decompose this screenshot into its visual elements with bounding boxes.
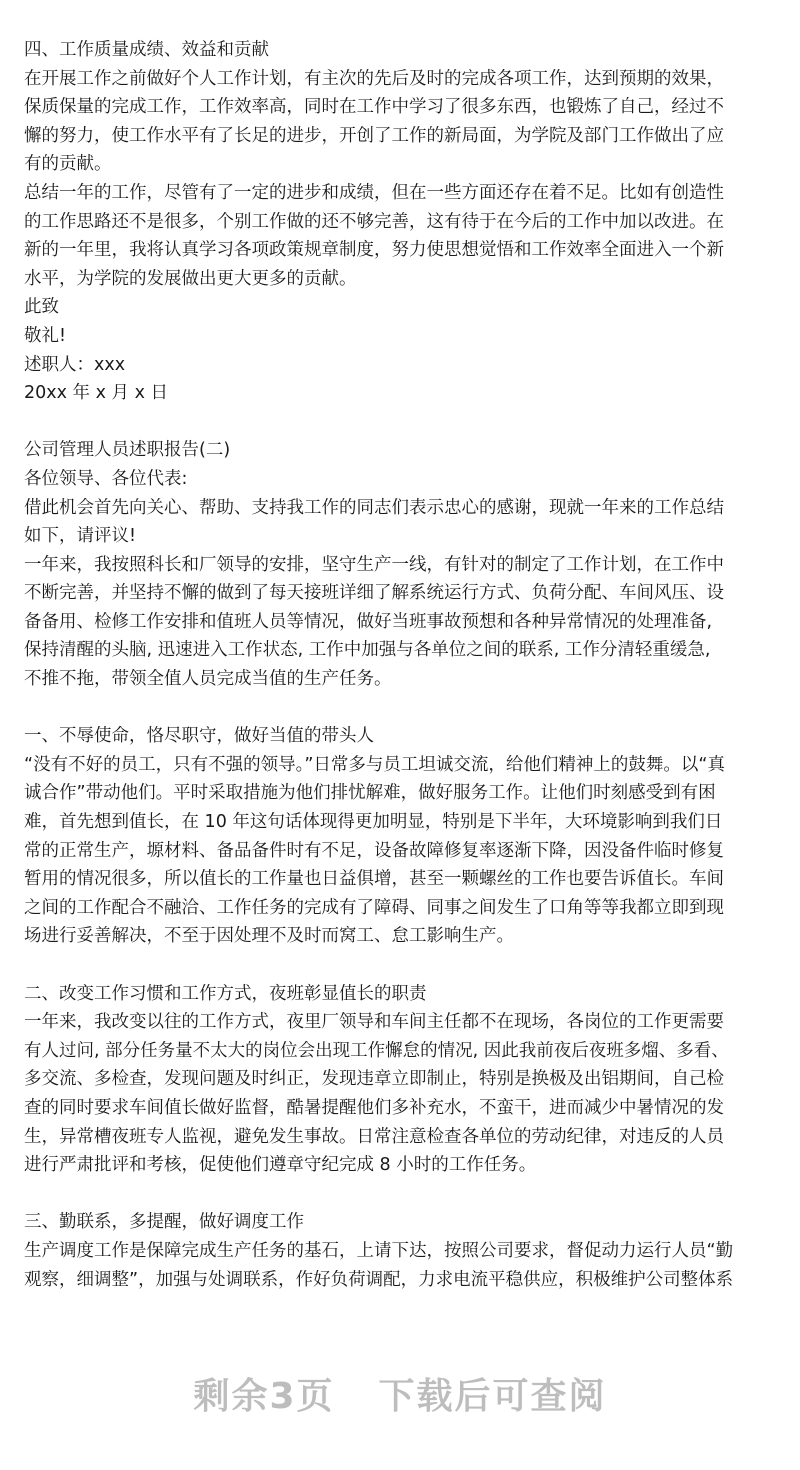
paragraph xyxy=(24,179,780,293)
remaining-pages-text: 剩余3页 xyxy=(193,1376,335,1417)
paragraph xyxy=(24,322,780,351)
text-line: 新的一年里，我将认真学习各项政策规章制度，努力使思想觉悟和工作效率全面进入一个新 xyxy=(24,240,724,261)
paragraph xyxy=(24,65,780,179)
text-line: 之间的工作配合不融洽、工作任务的完成有了障碍、同事之间发生了口角等等我都立即到现 xyxy=(24,897,724,918)
paragraph xyxy=(24,379,780,408)
document-body xyxy=(24,36,780,1294)
text-line: 懈的努力，使工作水平有了长足的进步，开创了工作的新局面，为学院及部门工作做出了应 xyxy=(24,125,724,146)
text-line: 多交流、多检查，发现问题及时纠正，发现违章立即制止，特别是换极及出铝期间，自己检 xyxy=(24,1069,724,1090)
paragraph xyxy=(24,36,780,65)
text-line: 敬礼! xyxy=(24,325,67,346)
text-line: 暂用的情况很多，所以值长的工作量也日益俱增，甚至一颗螺丝的工作也要告诉值长。车间 xyxy=(24,869,724,890)
text-line: 水平，为学院的发展做出更大更多的贡献。 xyxy=(24,268,357,289)
text-line: 如下，请评议! xyxy=(24,526,137,547)
text-line: 的工作思路还不是很多，个别工作做的还不够完善，这有待于在今后的工作中加以改进。在 xyxy=(24,211,724,232)
paragraph xyxy=(24,351,780,380)
text-line: 难，首先想到值长，在 10 年这句话体现得更加明显，特别是下半年，大环境影响到我们日 xyxy=(24,812,723,833)
text-line: 三、勤联系，多提醒，做好调度工作 xyxy=(24,1212,304,1233)
paragraph xyxy=(24,465,780,494)
text-line: 二、改变工作习惯和工作方式，夜班彰显值长的职责 xyxy=(24,983,427,1004)
text-line: 不断完善，并坚持不懈的做到了每天接班详细了解系统运行方式、负荷分配、车间风压、设 xyxy=(24,583,724,604)
download-prompt-text[interactable]: 下载后可查阅 xyxy=(378,1376,607,1417)
text-line: 观察，细调整”，加强与处调联系，作好负荷调配，力求电流平稳供应，积极维护公司整体系 xyxy=(24,1269,734,1290)
paragraph xyxy=(24,293,780,322)
text-line: 在开展工作之前做好个人工作计划，有主次的先后及时的完成各项工作，达到预期的效果， xyxy=(24,68,724,89)
text-line: 生，异常槽夜班专人监视，避免发生事故。日常注意检查各单位的劳动纪律，对违反的人员 xyxy=(24,1126,724,1147)
text-line: 不推不拖，带领全值人员完成当值的生产任务。 xyxy=(24,669,392,690)
paragraph xyxy=(24,551,780,694)
text-line: 一年来，我按照科长和厂领导的安排，坚守生产一线，有针对的制定了工作计划，在工作中 xyxy=(24,554,724,575)
text-line: 查的同时要求车间值长做好监督，酷暑提醒他们多补充水，不蛮干，进而减少中暑情况的发 xyxy=(24,1097,724,1118)
paragraph-gap xyxy=(24,694,780,723)
text-line: 此致 xyxy=(24,297,59,318)
text-line: 生产调度工作是保障完成生产任务的基石，上请下达，按照公司要求，督促动力运行人员“勤 xyxy=(24,1240,734,1261)
text-line: 各位领导、各位代表: xyxy=(24,468,188,489)
paragraph xyxy=(24,722,780,751)
text-line: 有人过问, 部分任务量不太大的岗位会出现工作懈怠的情况, 因此我前夜后夜班多熘、多看、 xyxy=(24,1040,729,1061)
text-line: 20xx 年 x 月 x 日 xyxy=(24,383,169,404)
paragraph xyxy=(24,436,780,465)
download-banner[interactable] xyxy=(0,1368,800,1419)
text-line: 保质保量的完成工作，工作效率高，同时在工作中学习了很多东西，也锻炼了自己，经过不 xyxy=(24,97,724,118)
text-line: 一年来，我改变以往的工作方式，夜里厂领导和车间主任都不在现场，各岗位的工作更需要 xyxy=(24,1012,724,1033)
text-line: 备备用、检修工作安排和值班人员等情况，做好当班事故预想和各种异常情况的处理准备, xyxy=(24,611,713,632)
text-line: 述职人：xxx xyxy=(24,354,126,375)
paragraph-gap xyxy=(24,951,780,980)
paragraph xyxy=(24,1237,780,1294)
paragraph xyxy=(24,751,780,951)
text-line: 有的贡献。 xyxy=(24,154,112,175)
paragraph-gap xyxy=(24,408,780,437)
text-line: 场进行妥善解决，不至于因处理不及时而窝工、怠工影响生产。 xyxy=(24,926,514,947)
text-line: 常的正常生产，塬材料、备品备件时有不足，设备故障修复率逐渐下降，因没备件临时修复 xyxy=(24,840,724,861)
text-line: 总结一年的工作，尽管有了一定的进步和成绩，但在一些方面还存在着不足。比如有创造性 xyxy=(24,182,724,203)
text-line: 进行严肃批评和考核，促使他们遵章守纪完成 8 小时的工作任务。 xyxy=(24,1155,537,1176)
paragraph xyxy=(24,1008,780,1180)
paragraph xyxy=(24,494,780,551)
text-line: 四、工作质量成绩、效益和贡献 xyxy=(24,40,269,60)
text-line: 公司管理人员述职报告(二) xyxy=(24,440,231,461)
text-line: 借此机会首先向关心、帮助、支持我工作的同志们表示忠心的感谢，现就一年来的工作总结 xyxy=(24,497,724,518)
paragraph xyxy=(24,980,780,1009)
paragraph xyxy=(24,1208,780,1237)
text-line: 一、不辱使命，恪尽职守，做好当值的带头人 xyxy=(24,726,374,747)
paragraph-gap xyxy=(24,1180,780,1209)
text-line: 诚合作”带动他们。平时采取措施为他们排忧解难，做好服务工作。让他们时刻感受到有困 xyxy=(24,783,716,804)
text-line: “没有不好的员工，只有不强的领导。”日常多与员工坦诚交流，给他们精神上的鼓舞。以“真 xyxy=(24,754,725,775)
text-line: 保持清醒的头脑, 迅速进入工作状态, 工作中加强与各单位之间的联系, 工作分清轻重缓急, xyxy=(24,640,711,661)
